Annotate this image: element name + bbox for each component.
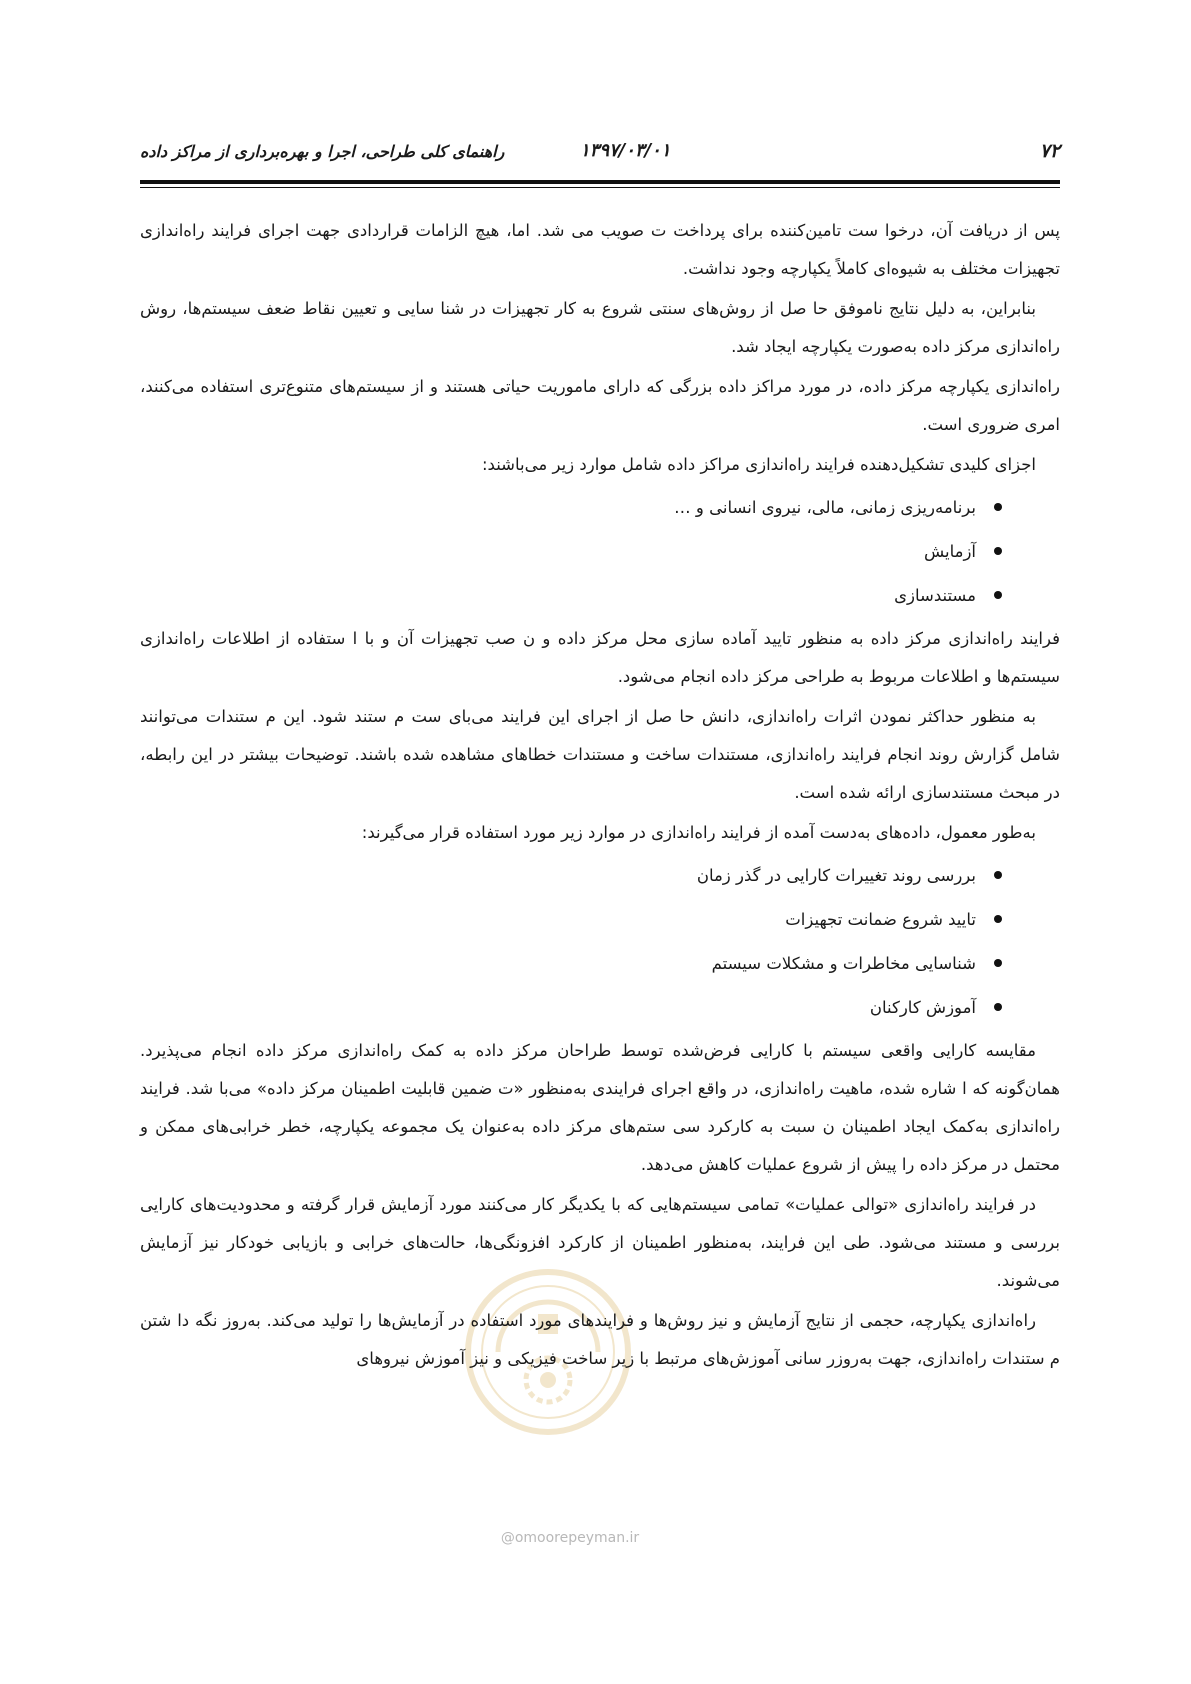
list-item xyxy=(140,574,1002,618)
paragraph: پس از دریافت آن، درخوا ست تامین‌کننده برای پرداخت ت صویب می شد. اما، هیچ الزامات قراردادی جهت اجرای فرایند راه‌اندازی تجهیزات مختلف به شیوه‌ای کاملاً یکپارچه وجود نداشت. xyxy=(140,221,1060,278)
list-item xyxy=(140,530,1002,574)
paragraph: اجزای کلیدی تشکیل‌دهنده فرایند راه‌اندازی مراکز داده شامل موارد زیر می‌باشند: xyxy=(481,455,1036,474)
bullet-icon xyxy=(994,959,1002,967)
paragraph: به منظور حداکثر نمودن اثرات راه‌اندازی، دانش حا صل از اجرای این فرایند می‌بای ست م ستند شود. این م ستندات می‌توانند شامل گزارش روند انجام فرایند راه‌اندازی، مستندات ساخت و مستندات خطاهای مشاهده شده باشند. توضیحات بیشتر در این رابطه، در مبحث مستندسازی ارائه شده است. xyxy=(140,707,1060,802)
page-header xyxy=(140,140,1060,184)
list-item xyxy=(140,942,1002,986)
list-item-text: برنامه‌ریزی زمانی، مالی، نیروی انسانی و … xyxy=(674,498,976,517)
bullet-icon xyxy=(994,871,1002,879)
bullet-list-uses xyxy=(140,854,1060,1030)
list-item-text: آموزش کارکنان xyxy=(869,998,976,1017)
list-item xyxy=(140,486,1002,530)
bullet-list-components xyxy=(140,486,1060,618)
list-item-text: بررسی روند تغییرات کارایی در گذر زمان xyxy=(696,866,976,885)
bullet-icon xyxy=(994,547,1002,555)
header-rule-thin xyxy=(140,187,1060,188)
list-item-text: مستندسازی xyxy=(894,586,976,605)
bullet-icon xyxy=(994,591,1002,599)
list-item xyxy=(140,898,1002,942)
watermark-url: @omoorepeyman.ir xyxy=(500,1530,640,1546)
paragraph: در فرایند راه‌اندازی «توالی عملیات» تمامی سیستم‌هایی که با یکدیگر کار می‌کنند مورد آزمایش قرار گرفته و محدودیت‌های کارایی بررسی و مستند می‌شود. طی این فرایند، به‌منظور اطمینان از کارکرد افزونگی‌ها، حالت‌های خرابی و بازیابی خودکار نیز آزمایش می‌شوند. xyxy=(140,1195,1060,1290)
paragraph: بنابراین، به دلیل نتایج ناموفق حا صل از روش‌های سنتی شروع به کار تجهیزات در شنا سایی و تعیین نقاط ضعف سیستم‌ها، روش راه‌اندازی مرکز داده به‌صورت یکپارچه ایجاد شد. xyxy=(140,299,1060,356)
bullet-icon xyxy=(994,915,1002,923)
paragraph: به‌طور معمول، داده‌های به‌دست آمده از فرایند راه‌اندازی در موارد زیر مورد استفاده قرار می‌گیرند: xyxy=(361,823,1036,842)
bullet-icon xyxy=(994,503,1002,511)
list-item xyxy=(140,986,1002,1030)
list-item-text: آزمایش xyxy=(923,542,976,561)
paragraph: فرایند راه‌اندازی مرکز داده به منظور تایید آماده سازی محل مرکز داده و ن صب تجهیزات آن و با ا ستفاده از اطلاعات راه‌اندازی سیستم‌ها و اطلاعات مربوط به طراحی مرکز داده انجام می‌شود. xyxy=(140,629,1060,686)
document-title: راهنمای کلی طراحی، اجرا و بهره‌برداری از مراکز داده xyxy=(140,142,505,161)
paragraph: راه‌اندازی یکپارچه، حجمی از نتایج آزمایش و نیز روش‌ها و فرایندهای مورد استفاده در آزمایش‌ها را تولید می‌کند. به‌روز نگه دا شتن م ستندات راه‌اندازی، جهت به‌روزر سانی آموزش‌های مرتبط با زیر ساخت فیزیکی و نیز آموزش نیروهای xyxy=(140,1311,1060,1368)
document-date: ۱۳۹۷/۰۳/۰۱ xyxy=(580,140,671,161)
page-number: ۷۲ xyxy=(1039,140,1060,162)
document-body xyxy=(140,212,1060,1380)
bullet-icon xyxy=(994,1003,1002,1011)
list-item xyxy=(140,854,1002,898)
paragraph: راه‌اندازی یکپارچه مرکز داده، در مورد مراکز داده بزرگی که دارای ماموریت حیاتی هستند و از سیستم‌های متنوع‌تری استفاده می‌کنند، امری ضروری است. xyxy=(140,377,1060,434)
list-item-text: تایید شروع ضمانت تجهیزات xyxy=(785,910,976,929)
paragraph: مقایسه کارایی واقعی سیستم با کارایی فرض‌شده توسط طراحان مرکز داده به کمک راه‌اندازی مرکز داده انجام می‌پذیرد. همان‌گونه که ا شاره شده، ماهیت راه‌اندازی، در واقع اجرای فرایندی به‌منظور «ت ضمین قابلیت اطمینان مرکز داده» می‌با شد. فرایند راه‌اندازی به‌کمک ایجاد اطمینان ن سبت به کارکرد سی ستم‌های مرکز داده به‌عنوان یک مجموعه یکپارچه، خطر خرابی‌های ممکن و محتمل در مرکز داده را پیش از شروع عملیات کاهش می‌دهد. xyxy=(140,1041,1060,1174)
header-rule-thick xyxy=(140,180,1060,184)
list-item-text: شناسایی مخاطرات و مشکلات سیستم xyxy=(711,954,976,973)
